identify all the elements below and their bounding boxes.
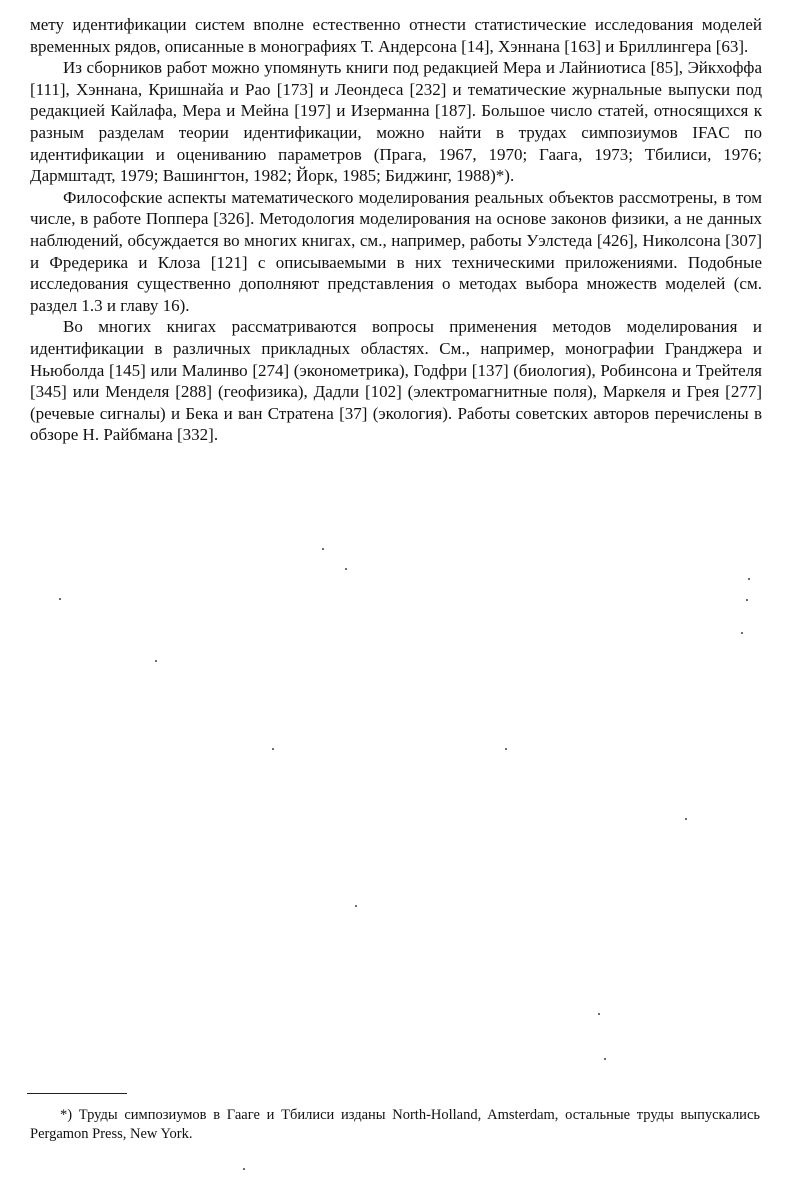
paragraph-continued: мету идентификации систем вполне естественно отнести статистические исследования моделей временных рядов, описанные в монографиях Т. Андерсона [14], Хэннана [163] и Бриллингера [63]. [30,15,762,56]
paragraph-collections: Из сборников работ можно упомянуть книги под редакцией Мера и Лайниотиса [85], Эйкхоффа [111], Хэннана, Кришнайа и Рао [173] и Леондеса [232] и тематические журнальные выпуски под редакцией Кайлафа, Мера и Мейна [197] и Изерманна [187]. Большое число статей, относящихся к разным разделам теории идентификации, можно найти в трудах симпозиумов IFAC по идентификации и оцениванию параметров (Прага, 1967, 1970; Гаага, 1973; Тбилиси, 1976; Дармштадт, 1979; Вашингтон, 1982; Йорк, 1985; Биджинг, 1988)*). [30,58,762,186]
scan-speck [322,548,324,550]
scan-speck [355,905,357,907]
scan-speck [746,599,748,601]
scan-speck [505,748,507,750]
footnote-text: *) Труды симпозиумов в Гааге и Тбилиси изданы North-Holland, Amsterdam, остальные труды выпускались Pergamon Press, New York. [30,1107,760,1142]
paragraph-philosophy: Философские аспекты математического моделирования реальных объектов рассмотрены, в том числе, в работе Поппера [326]. Методология моделирования на основе законов физики, а не данных наблюдений, обсуждается во многих книгах, см., например, работы Уэлстеда [426], Николсона [307] и Фредерика и Клоза [121] с описываемыми в них техническими приложениями. Подобные исследования существенно дополняют представления о методах выбора множеств моделей (см. раздел 1.3 и главу 16). [30,187,762,315]
scan-speck [243,1168,245,1170]
scan-speck [685,818,687,820]
scan-speck [155,660,157,662]
scan-speck [604,1058,606,1060]
scan-speck [272,748,274,750]
scan-speck [748,578,750,580]
paragraph-applications: Во многих книгах рассматриваются вопросы применения методов моделирования и идентификации в различных прикладных областях. См., например, монографии Гранджера и Ньюболда [145] или Малинво [274] (эконометрика), Годфри [137] (биология), Робинсона и Трейтеля [345] или Менделя [288] (геофизика), Дадли [102] (электромагнитные поля), Маркеля и Грея [277] (речевые сигналы) и Бека и ван Стратена [37] (экология). Работы советских авторов перечислены в обзоре Н. Райбмана [332]. [30,317,762,445]
scan-speck [59,598,61,600]
scan-speck [345,568,347,570]
scan-speck [741,632,743,634]
page-body [30,14,762,446]
scan-speck [598,1013,600,1015]
footnote-divider [27,1093,127,1094]
footnote [30,1106,760,1144]
